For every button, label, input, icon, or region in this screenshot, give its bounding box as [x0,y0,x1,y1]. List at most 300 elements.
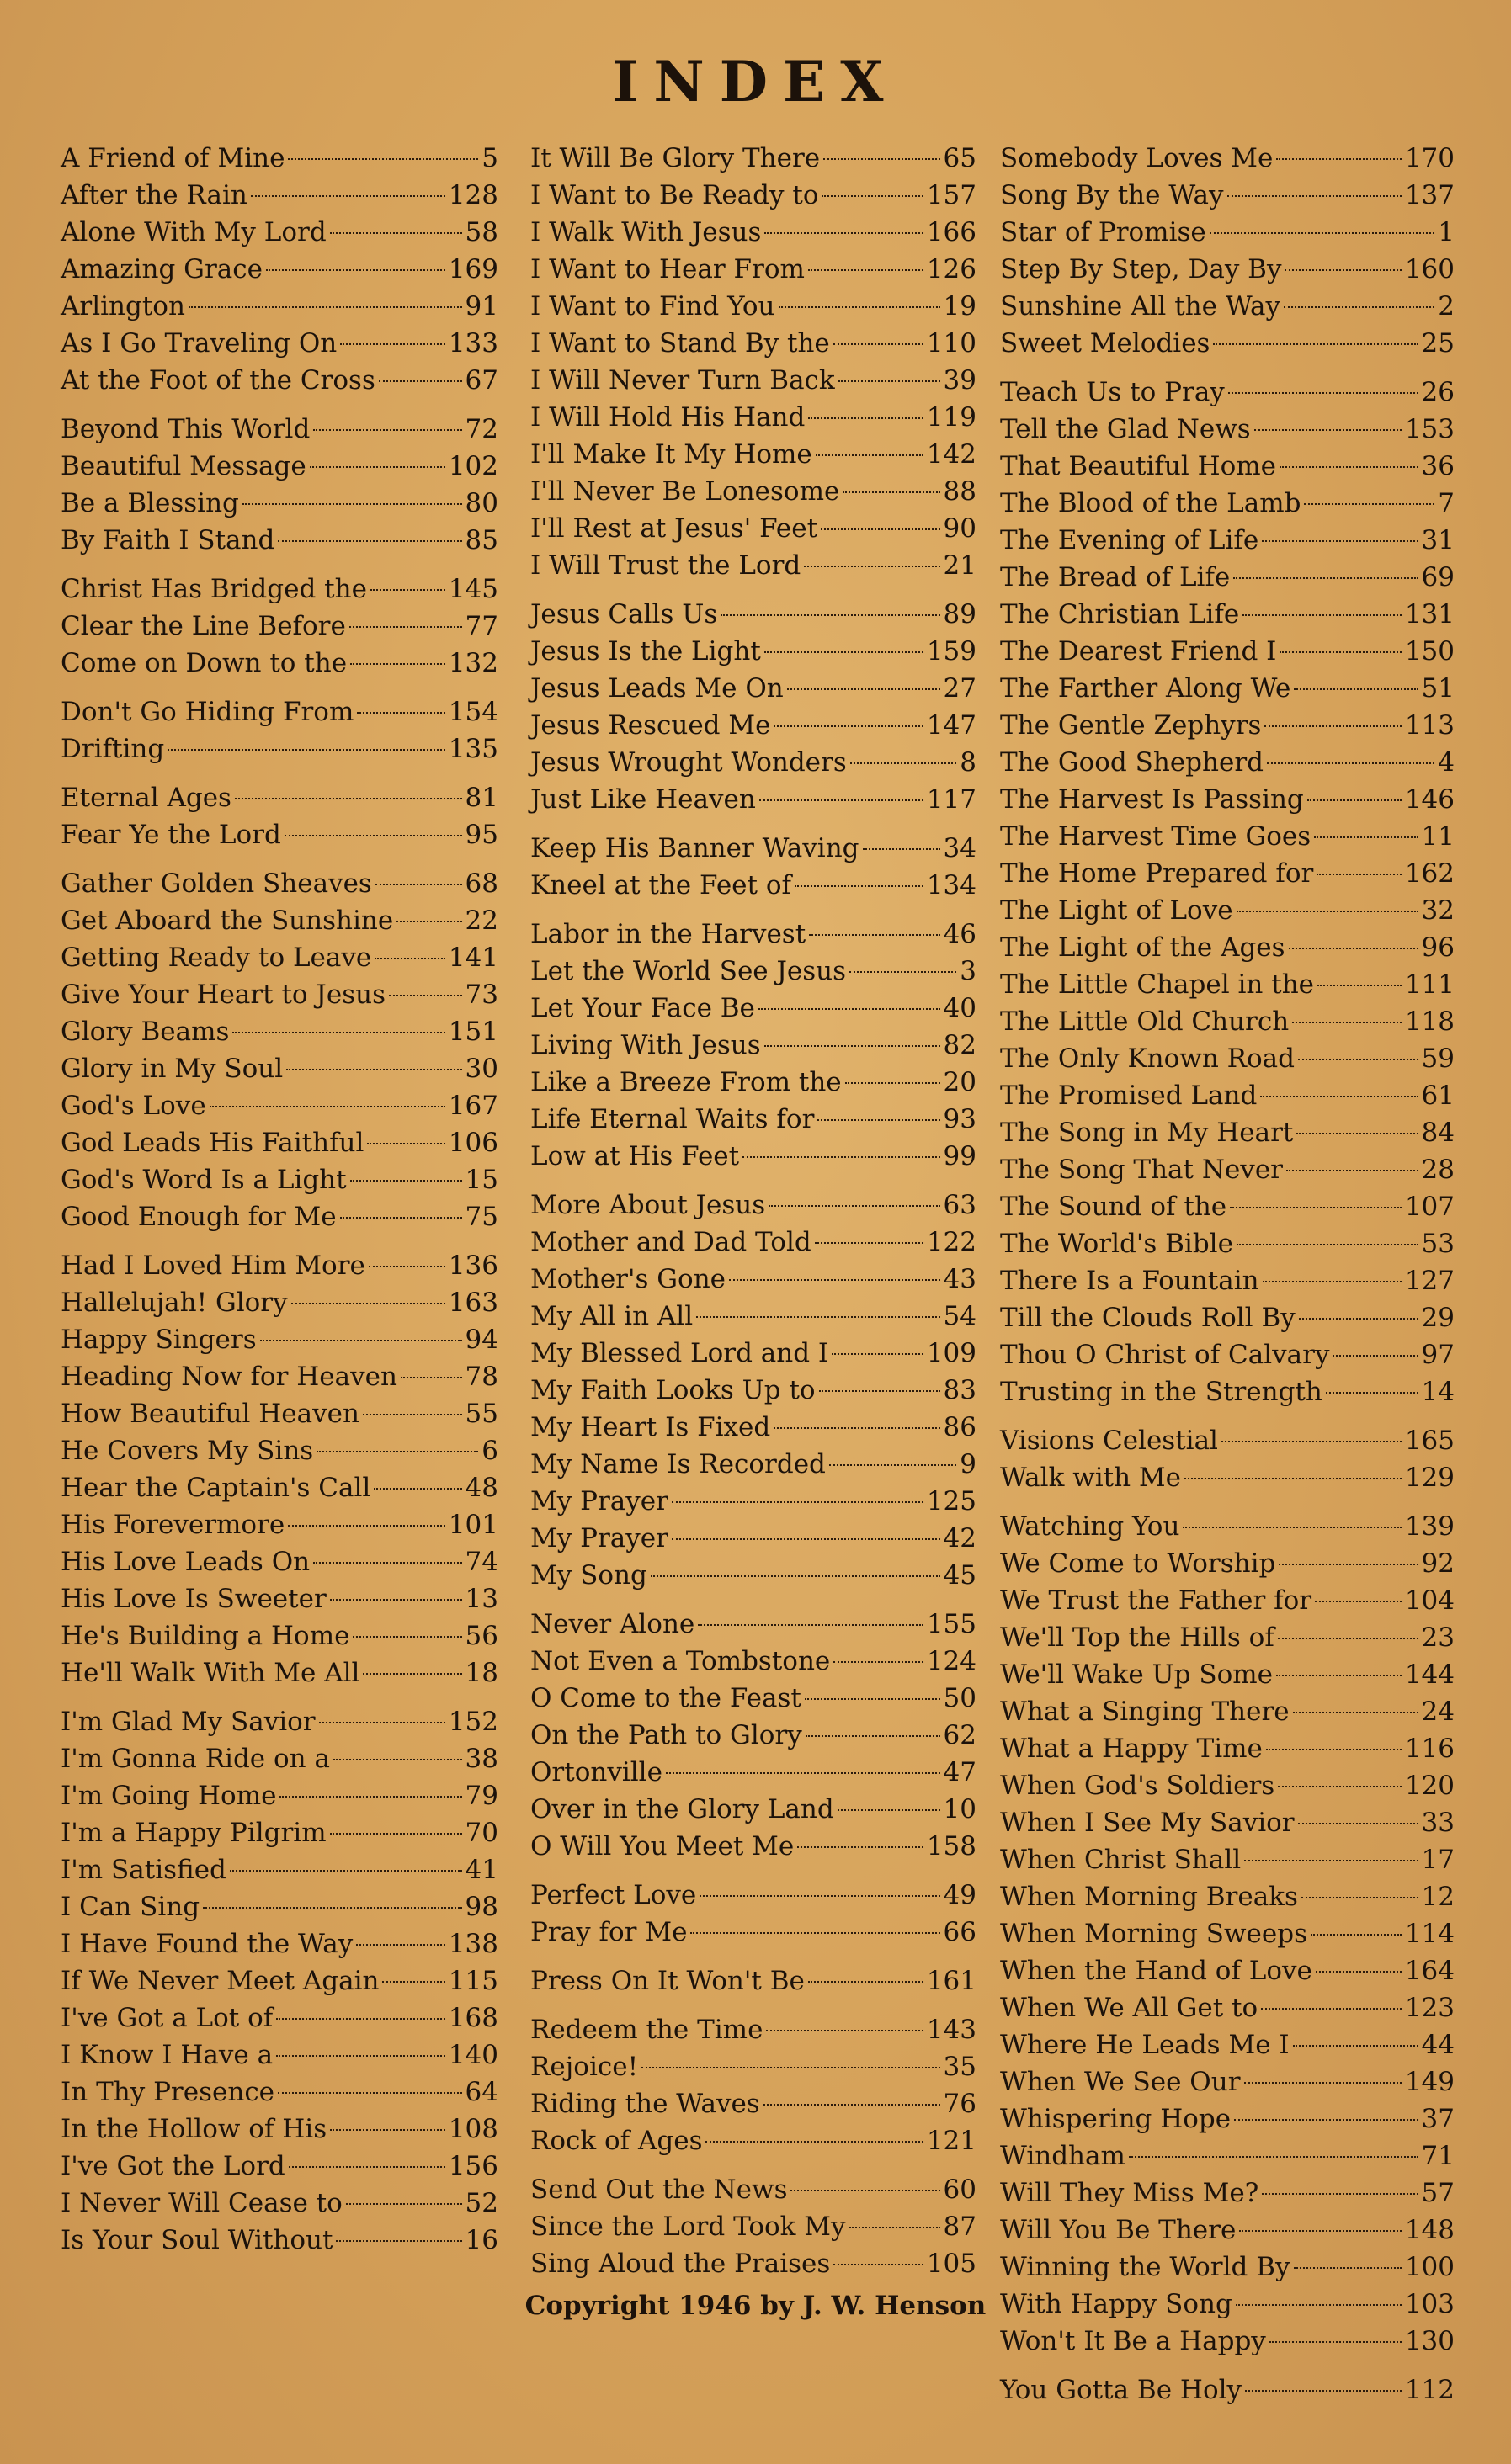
index-entry [1000,1459,1455,1496]
index-entry [530,1298,976,1335]
index-entry [1000,325,1455,362]
page-number: 20 [943,1067,976,1097]
song-title: Arlington [61,291,185,321]
index-entry [1000,522,1455,559]
page-number: 122 [926,1227,976,1257]
page-number: 4 [1438,747,1455,778]
dot-leader [1267,762,1434,764]
index-entry [61,1925,498,1962]
dot-leader [758,1008,940,1010]
group-spacer [61,559,498,571]
dot-leader [816,454,923,456]
song-title: Drifting [61,734,165,764]
page-number: 2 [1438,291,1455,321]
index-entry [1000,1730,1455,1767]
index-entry [61,816,498,853]
dot-leader [285,835,462,836]
page-number: 97 [1421,1340,1455,1370]
page-number: 11 [1421,821,1455,852]
page-number: 13 [465,1584,498,1614]
page-number: 5 [481,143,498,173]
song-title: Like a Breeze From the [530,1067,842,1097]
song-title: I Will Hold His Hand [530,402,806,433]
index-entry [1000,1952,1455,1989]
page-number: 87 [943,2212,976,2242]
song-title: Will They Miss Me? [1000,2178,1259,2208]
song-title: The World's Bible [1000,1229,1233,1259]
page-number: 92 [1421,1548,1455,1579]
page-number: 151 [448,1017,498,1047]
dot-leader [779,306,940,308]
page-number: 1 [1438,217,1455,247]
dot-leader [288,1525,445,1527]
index-entry [530,399,976,436]
page-number: 61 [1421,1081,1455,1111]
song-title: Alone With My Lord [61,217,327,247]
index-entry [530,1914,976,1951]
song-title: I'm Glad My Savior [61,1707,316,1737]
page-number: 69 [1421,562,1455,592]
group-spacer [530,584,976,596]
group-spacer [530,1865,976,1877]
dot-leader [1230,1207,1402,1208]
song-title: His Love Leads On [61,1547,311,1577]
index-entry [530,1335,976,1372]
page-number: 158 [926,1831,976,1861]
song-title: Redeem the Time [530,2015,763,2045]
index-entry [530,177,976,214]
page-number: 34 [943,833,976,863]
song-title: The Song That Never [1000,1155,1283,1185]
index-entry [61,2111,498,2148]
song-title: Hear the Captain's Call [61,1473,371,1503]
dot-leader [822,195,923,197]
index-entry [1000,1422,1455,1459]
song-title: Good Enough for Me [61,1202,337,1232]
dot-leader [1184,1478,1402,1479]
song-title: Mother and Dad Told [530,1227,811,1257]
song-title: On the Path to Glory [530,1720,802,1750]
song-title: O Will You Meet Me [530,1831,795,1861]
song-title: Step By Step, Day By [1000,254,1282,284]
index-entry [1000,2026,1455,2063]
dot-leader [700,1895,939,1897]
dot-leader [1242,614,1402,616]
page-number: 154 [448,697,498,727]
index-entry [1000,966,1455,1003]
song-title: I Will Trust the Lord [530,550,801,581]
dot-leader [1245,2390,1402,2392]
page-number: 22 [465,905,498,936]
index-entry [1000,2371,1455,2408]
page-number: 104 [1404,1585,1455,1616]
song-title: Beautiful Message [61,451,306,481]
dot-leader [696,1316,939,1318]
song-title: Life Eternal Waits for [530,1104,815,1134]
song-title: Where He Leads Me I [1000,2030,1290,2060]
page-number: 16 [465,2225,498,2255]
dot-leader [774,1427,939,1429]
dot-leader [809,934,939,936]
dot-leader [838,380,940,382]
dot-leader [276,2055,445,2057]
song-title: The Farther Along We [1000,673,1291,704]
dot-leader [370,589,445,591]
index-entry [61,1851,498,1888]
index-entry [1000,1582,1455,1619]
page-number: 21 [943,550,976,581]
page-number: 80 [465,488,498,518]
page-number: 88 [943,476,976,507]
page-number: 161 [926,1966,976,1996]
index-entry [530,1446,976,1483]
index-entry [530,214,976,251]
dot-leader [849,971,956,973]
dot-leader [804,566,939,567]
page-number: 105 [926,2249,976,2279]
index-entry [61,325,498,362]
song-title: Over in the Glory Land [530,1794,834,1824]
song-title: How Beautiful Heaven [61,1399,359,1429]
song-title: Won't It Be a Happy [1000,2326,1266,2356]
index-entry [530,1717,976,1754]
index-entry [530,362,976,399]
dot-leader [1293,1712,1418,1713]
page-number: 86 [943,1412,976,1442]
dot-leader [242,503,462,505]
dot-leader [849,2227,940,2228]
page-number: 27 [943,673,976,704]
dot-leader [1299,1318,1418,1320]
page-number: 121 [926,2126,976,2156]
song-title: Let Your Face Be [530,993,755,1023]
page-title: INDEX [612,49,899,114]
song-title: The Song in My Heart [1000,1118,1294,1148]
page-number: 113 [1404,710,1455,741]
index-entry [530,867,976,904]
song-title: My Prayer [530,1523,668,1553]
page-number: 141 [448,943,498,973]
page-number: 167 [448,1091,498,1121]
index-entry [530,953,976,990]
index-entry [1000,1114,1455,1151]
dot-leader [838,1809,940,1811]
page-number: 44 [1421,2030,1455,2060]
song-title: The Blood of the Lamb [1000,488,1301,518]
index-entry [530,547,976,584]
index-entry [530,1409,976,1446]
index-column-1 [61,140,498,2259]
page-number: 168 [448,2003,498,2033]
page-number: 93 [943,1104,976,1134]
song-title: Amazing Grace [61,254,263,284]
page-number: 33 [1421,1808,1455,1838]
page-number: 145 [448,574,498,604]
page-number: 94 [465,1325,498,1355]
dot-leader [1278,1786,1402,1787]
page-number: 118 [1404,1006,1455,1037]
song-title: I've Got the Lord [61,2151,285,2181]
song-title: Come on Down to the [61,648,348,678]
song-title: I'm Satisfied [61,1855,226,1885]
index-entry [61,362,498,399]
dot-leader [729,1279,940,1281]
page-number: 133 [448,328,498,358]
page-number: 153 [1404,414,1455,444]
song-title: I Have Found the Way [61,1929,354,1959]
page-number: 102 [448,451,498,481]
group-spacer [61,767,498,779]
page-number: 30 [465,1054,498,1084]
index-entry [1000,251,1455,288]
song-title: Be a Blessing [61,488,239,518]
dot-leader [330,1833,462,1835]
page-number: 37 [1421,2104,1455,2134]
dot-leader [1307,799,1402,801]
page-number: 110 [926,328,976,358]
page-number: 91 [465,291,498,321]
index-entry [530,2011,976,2048]
index-entry [530,288,976,325]
index-entry [61,1703,498,1740]
dot-leader [805,1698,940,1700]
dot-leader [396,921,461,922]
index-entry [61,1013,498,1050]
index-entry [61,865,498,902]
song-title: Teach Us to Pray [1000,377,1225,407]
page-number: 66 [943,1917,976,1947]
index-entry [61,1432,498,1469]
song-title: He'll Walk With Me All [61,1658,360,1688]
index-entry [530,1224,976,1261]
index-entry [1000,633,1455,670]
index-entry [61,1777,498,1814]
index-entry [1000,140,1455,177]
song-title: Don't Go Hiding From [61,697,354,727]
song-title: Somebody Loves Me [1000,143,1274,173]
dot-leader [1293,2045,1418,2047]
song-title: I Can Sing [61,1892,200,1922]
song-title: God's Word Is a Light [61,1165,347,1195]
dot-leader [764,651,923,653]
song-title: I'm Going Home [61,1781,277,1811]
page-number: 166 [926,217,976,247]
page-number: 59 [1421,1043,1455,1074]
index-entry [61,902,498,939]
page-number: 139 [1404,1511,1455,1542]
song-title: The Light of Love [1000,895,1233,926]
index-entry [530,1064,976,1101]
page-number: 117 [926,784,976,815]
dot-leader [1294,2267,1402,2269]
dot-leader [279,1796,461,1798]
song-title: Fear Ye the Lord [61,820,281,850]
song-title: Kneel at the Feet of [530,870,791,900]
song-title: Is Your Soul Without [61,2225,333,2255]
page-number: 155 [926,1609,976,1639]
dot-leader [1292,1022,1402,1023]
index-entry [530,830,976,867]
page-number: 123 [1404,1993,1455,2023]
dot-leader [1298,1823,1418,1824]
dot-leader [808,269,923,271]
song-title: Sweet Melodies [1000,328,1210,358]
index-entry [1000,1545,1455,1582]
page-number: 83 [943,1375,976,1405]
index-entry [530,2171,976,2208]
dot-leader [742,1156,939,1158]
index-entry [61,1617,498,1654]
dot-leader [850,762,957,764]
song-title: I'll Never Be Lonesome [530,476,840,507]
group-spacer [1000,1410,1455,1422]
index-entry [61,251,498,288]
page-number: 149 [1404,2067,1455,2097]
song-title: Clear the Line Before [61,611,346,641]
song-title: Glory Beams [61,1017,230,1047]
index-entry [530,1643,976,1680]
index-entry [1000,1262,1455,1299]
page-number: 76 [943,2089,976,2119]
song-title: Perfect Love [530,1880,697,1910]
page-number: 85 [465,525,498,555]
dot-leader [232,1032,444,1033]
song-title: His Forevermore [61,1510,285,1540]
index-entry [61,1395,498,1432]
page-number: 48 [465,1473,498,1503]
index-entry [61,976,498,1013]
group-spacer [61,853,498,865]
page-number: 103 [1404,2289,1455,2319]
page-number: 159 [926,636,976,666]
dot-leader [168,749,445,751]
song-title: The Dearest Friend I [1000,636,1277,666]
index-entry [61,1469,498,1506]
song-title: When the Hand of Love [1000,1956,1312,1986]
page-number: 45 [943,1560,976,1590]
page-number: 95 [465,820,498,850]
index-entry [530,510,976,547]
dot-leader [353,1636,461,1638]
index-entry [61,1161,498,1198]
page-number: 38 [465,1744,498,1774]
song-title: The Good Shepherd [1000,747,1264,778]
dot-leader [821,528,940,530]
page-number: 98 [465,1892,498,1922]
dot-leader [1254,429,1402,431]
song-title: When God's Soldiers [1000,1771,1275,1801]
page-number: 164 [1404,1956,1455,1986]
song-title: God Leads His Faithful [61,1128,364,1158]
group-spacer [61,682,498,693]
dot-leader [790,2190,939,2191]
dot-leader [288,158,478,160]
song-title: I'll Rest at Jesus' Feet [530,513,818,544]
dot-leader [1315,1601,1402,1602]
dot-leader [705,2141,923,2143]
song-title: My Name Is Recorded [530,1449,826,1479]
page-number: 132 [448,648,498,678]
song-title: I Want to Stand By the [530,328,830,358]
dot-leader [340,1217,462,1219]
song-title: Will You Be There [1000,2215,1237,2245]
dot-leader [1264,725,1401,727]
song-title: I Will Never Turn Back [530,365,835,396]
dot-leader [1314,836,1418,838]
dot-leader [1237,911,1418,912]
page-number: 107 [1404,1192,1455,1222]
dot-leader [1316,1971,1402,1973]
dot-leader [1234,2119,1418,2121]
song-title: Send Out the News [530,2175,788,2205]
dot-leader [690,1932,939,1934]
dot-leader [1285,269,1401,271]
page-number: 60 [943,2175,976,2205]
page-number: 137 [1404,180,1455,210]
dot-leader [1317,985,1402,986]
page-number: 41 [465,1855,498,1885]
index-entry [61,939,498,976]
dot-leader [363,1414,462,1415]
song-title: By Faith I Stand [61,525,275,555]
group-spacer [530,1951,976,1962]
dot-leader [1244,1860,1418,1861]
index-entry [530,1606,976,1643]
page-number: 148 [1404,2215,1455,2245]
page-number: 157 [926,180,976,210]
index-entry [1000,596,1455,633]
index-entry [61,288,498,325]
dot-leader [1279,1564,1418,1565]
index-entry [530,140,976,177]
dot-leader [1237,1244,1418,1245]
song-title: Give Your Heart to Jesus [61,980,386,1010]
page-number: 6 [481,1436,498,1466]
song-title: Riding the Waves [530,2089,760,2119]
dot-leader [367,1143,444,1144]
song-title: Not Even a Tombstone [530,1646,831,1676]
page-number: 143 [926,2015,976,2045]
page-number: 165 [1404,1426,1455,1456]
index-entry [1000,892,1455,929]
song-title: When Christ Shall [1000,1845,1242,1875]
page-number: 108 [448,2114,498,2144]
dot-leader [817,1119,939,1121]
page-number: 19 [943,291,976,321]
song-title: Press On It Won't Be [530,1966,805,1996]
index-entry [530,1754,976,1791]
dot-leader [369,1266,445,1267]
page-number: 42 [943,1523,976,1553]
song-title: What a Singing There [1000,1697,1290,1727]
page-number: 29 [1421,1303,1455,1333]
dot-leader [1289,948,1418,949]
page-number: 49 [943,1880,976,1910]
song-title: Getting Ready to Leave [61,943,372,973]
dot-leader [350,1180,462,1182]
dot-leader [1333,1355,1418,1357]
page-number: 127 [1404,1266,1455,1296]
dot-leader [1221,1441,1402,1442]
index-entry [61,1814,498,1851]
index-entry [530,1557,976,1594]
page-number: 146 [1404,784,1455,815]
group-spacer [1000,1496,1455,1508]
dot-leader [1278,1638,1418,1639]
index-entry [1000,1767,1455,1804]
song-title: Christ Has Bridged the [61,574,367,604]
index-entry [530,251,976,288]
